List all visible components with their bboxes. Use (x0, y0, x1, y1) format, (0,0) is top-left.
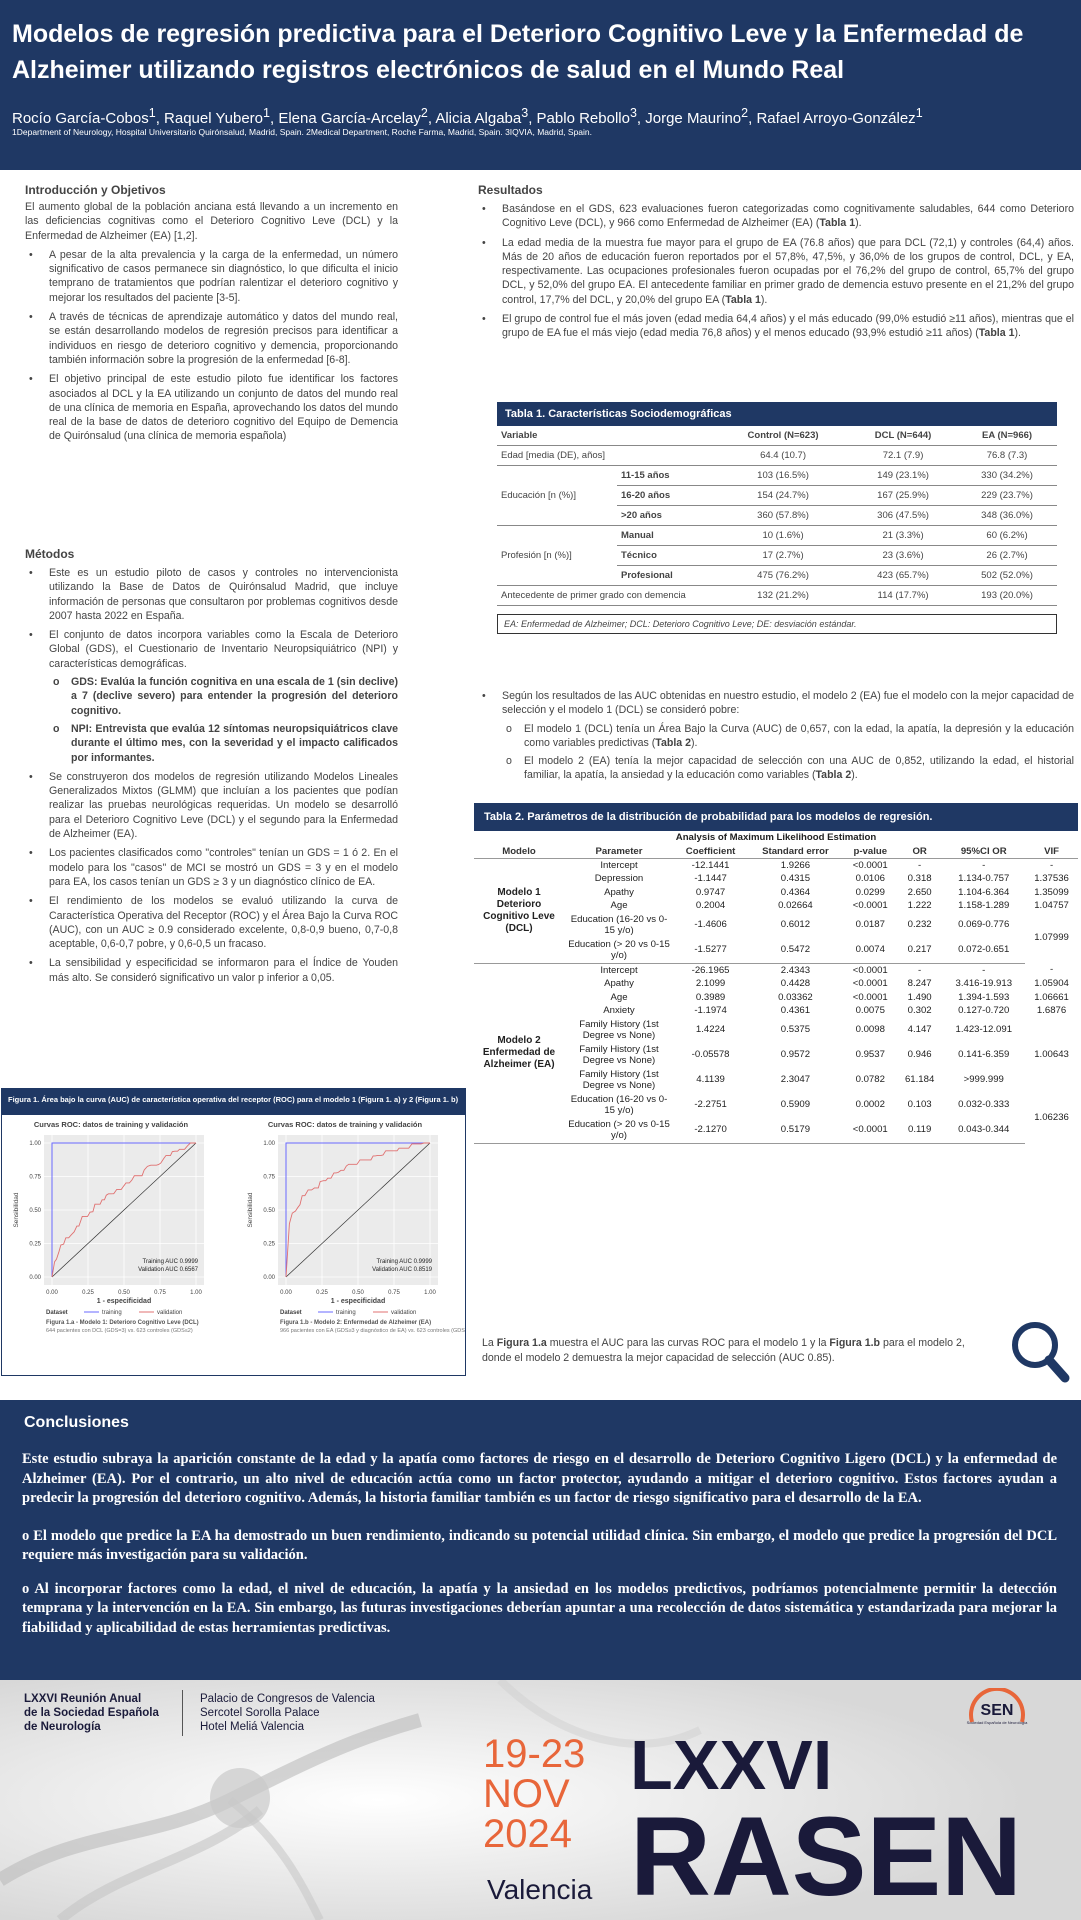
legend-validation: validation (391, 1310, 417, 1316)
methods-heading: Métodos (25, 547, 75, 561)
intro-paragraph: El aumento global de la población anciana está llevando a un incremento en las deficiencias cognitivas como el Deterioro Cognitivo Leve (DCL) y la Enfermedad de Alzheimer (EA) [1,2]. (25, 201, 398, 242)
table-row: >20 años 360 (57.8%) 306 (47.5%) 348 (36.0%) (497, 506, 1057, 526)
results-sub-bullet: o El modelo 2 (EA) tenía la mejor capacidad de selección con una AUC de 0,852, utilizando la edad, el historial familiar, la apatía, la ansiedad y la educación como variables (Tabla 2). (502, 754, 1074, 783)
methods-bullet: • Este es un estudio piloto de casos y controles no intervencionista utilizando la Base de Datos de Quirónsalud Madrid, que incluye información de personas que consultaron por problemas cognitivos desde 2007 hasta 2022 en España. (25, 566, 398, 623)
author-list: Rocío García-Cobos$^1$, Raquel Yubero$^1$, Elena García-Arcelay$^2$, Alicia Algaba$^3$, Pablo Rebollo$^3$, Jorge Maurino$^2$, Rafael Arroyo-González$^1$ (12, 106, 923, 127)
table-1-title: Tabla 1. Características Sociodemográficas (497, 402, 1057, 426)
training-auc-label: Training AUC 0.9999 (142, 1259, 198, 1265)
table-row: Education (16-20 vs 0-15 y/o) -1.4606 0.6012 0.0187 0.232 0.069-0.776 1.07999 (570, 913, 1069, 943)
tick-label: 0.75 (388, 1290, 400, 1296)
poster-title: Modelos de regresión predictiva para el Deterioro Cognitivo Leve y la Enfermedad de Alzheimer utilizando registros electrónicos de salud en el Mundo Real (12, 20, 1024, 84)
results-bullet: • La edad media de la muestra fue mayor para el grupo de EA (76.8 años) que para DCL (72,1) y controles (64,4) años. Más de 20 años de educación fueron reportados por el 57,8%, 47,5%, y 36,0% de los grupos de control, DCL, y EA, respectivamente. Las ocupaciones profesionales fueron ocupadas por el 76,2% del grupo de control, 65,7% del grupo DCL, y 52,0% del grupo EA. El antecedente familiar en primer grado de demencia estuvo presente en el 21,2% del grupo control, 17,7% del DCL, y 20,0% del grupo EA (Tabla 1). (478, 236, 1074, 307)
legend-title: Dataset (46, 1310, 68, 1316)
methods-bullet: • El conjunto de datos incorpora variables como la Escala de Deterioro Global (GDS), el Cuestionario de Inventario Neuropsiquiátrico (NPI) y características demográficas. o GDS: Evalúa la función cognitiva en una escala de 1 (sin declive) a 7 (declive severo) para entender la progresión del deterioro cognitivo. o NPI: Entrevista que evalúa 12 síntomas neuropsiquiátricos clave durante el último mes, con la severidad y el impacto calificados por informantes. (25, 628, 398, 765)
chart-title: Curvas ROC: datos de training y validación (33, 1120, 189, 1129)
table-row: Family History (1st Degree vs None) 4.1139 2.3047 0.0782 61.184 >999.999 (579, 1068, 1004, 1091)
conclusions-heading: Conclusiones (24, 1414, 129, 1431)
methods-bullet: • La sensibilidad y especificidad se informaron para el Índice de Youden más alto. Se consideró significativo un valor p inferior a 0,05. (25, 956, 398, 985)
table-row: Family History (1st Degree vs None) 1.4224 0.5375 0.0098 4.147 1.423-12.091 1.00643 (579, 1018, 1069, 1061)
table-2-title: Tabla 2. Parámetros de la distribución de probabilidad para los modelos de regresión. (474, 803, 1078, 831)
table-row: Edad [media (DE), años] 64.4 (10.7) 72.1 (7.9) 76.8 (7.3) (497, 446, 1057, 466)
tick-label: 0.00 (29, 1275, 41, 1281)
tick-label: 0.00 (280, 1290, 292, 1296)
results-sub-bullet: o El modelo 1 (DCL) tenía un Área Bajo la Curva (AUC) de 0,657, con la edad, la apatía, la depresión y la educación como variables predictivas (Tabla 2). (502, 722, 1074, 751)
auc-results (478, 684, 1074, 783)
methods-sub-bullet: o NPI: Entrevista que evalúa 12 síntomas neuropsiquiátricos clave durante el último mes, con la severidad y el impacto calificados por informantes. (49, 722, 398, 765)
table-row: Educación [n (%)] 11-15 años 103 (16.5%) 149 (23.1%) 330 (34.2%) (497, 466, 1057, 486)
table-1-note: EA: Enfermedad de Alzheimer; DCL: Deterioro Cognitivo Leve; DE: desviación estándar. (497, 614, 1057, 634)
table-row: Técnico 17 (2.7%) 23 (3.6%) 26 (2.7%) (497, 546, 1057, 566)
tick-label: 0.25 (82, 1290, 94, 1296)
tick-label: 1.00 (29, 1141, 41, 1147)
tick-label: 0.50 (263, 1208, 275, 1214)
event-city: Valencia (487, 1874, 593, 1905)
table-row: Modelo 2 Enfermedad de Alzheimer (EA) Intercept -26.1965 2.4343 <0.0001 - - - (474, 963, 1078, 977)
conclusions-paragraph: o Al incorporar factores como la edad, el nivel de educación, la apatía y la ansiedad en los modelos predictivos, podríamos potencialmente permitir la detección temprana y la intervención en la EA. Sin embargo, las futuras investigaciones deberían apuntar a una recolección de datos sistemática y estandarizada para mejorar la fiabilidad y aplicabilidad de estas herramientas predictivas. (22, 1580, 1057, 1636)
poster-header (0, 0, 1081, 170)
tick-label: 0.50 (352, 1290, 364, 1296)
tick-label: 1.00 (424, 1290, 436, 1296)
table-row: Depression -1.1447 0.4315 0.0106 0.318 1.134-0.757 1.37536 (594, 873, 1069, 884)
training-auc-label: Training AUC 0.9999 (376, 1259, 432, 1265)
table-row: Modelo 1 Deterioro Cognitivo Leve (DCL) Intercept -12.1441 1.9266 <0.0001 - - - (474, 858, 1078, 872)
y-axis-label: Sensibilidad (247, 1192, 254, 1228)
tick-label: 0.25 (316, 1290, 328, 1296)
search-icon (985, 1300, 1081, 1410)
org-name: LXXVI Reunión Anual de la Sociedad Española de Neurología (24, 1693, 159, 1733)
results-heading: Resultados (478, 183, 543, 197)
tick-label: 0.50 (118, 1290, 130, 1296)
intro-bullet: • El objetivo principal de este estudio piloto fue identificar los factores asociados al DCL y la EA utilizando un conjunto de datos del mundo real de una clínica de memoria en España, aprovechando los datos del mundo real de la base de datos de deterioro cognitivo del Equipo de Demencia de Quirónsalud (una clínica de memoria española) (25, 372, 398, 443)
figure-caption: La Figura 1.a muestra el AUC para las curvas ROC para el modelo 1 y la Figura 1.b para el modelo 2, donde el modelo 2 demuestra la mejor capacidad de selección (AUC 0.85). (482, 1337, 965, 1364)
event-name: RASEN (630, 1794, 1023, 1919)
roc-charts (2, 1115, 465, 1375)
figure-subcaption: Figura 1.a - Modelo 1: Deterioro Cognitivo Leve (DCL) (46, 1320, 199, 1326)
intro-section (25, 183, 398, 444)
tick-label: 0.25 (29, 1241, 41, 1248)
model-label: Modelo 2 Enfermedad de Alzheimer (EA) (474, 963, 564, 1143)
methods-bullet: • El rendimiento de los modelos se evaluó utilizando la curva de Característica Operativa del Receptor (ROC) y el Área Bajo la Curva ROC (AUC), con un AUC ≥ 0.9 considerado excelente, 0,8-0,9 bueno, 0,7-0,8 aceptable, 0,6-0,7 pobre, y 0,6-0,5 un fracaso. (25, 894, 398, 951)
table-row: Age 0.2004 0.02664 <0.0001 1.222 1.158-1.289 1.04757 (610, 900, 1069, 911)
tick-label: 0.75 (154, 1290, 166, 1296)
sen-logo: SEN Sociedad Española de Neurología (966, 1688, 1028, 1738)
legend-title: Dataset (280, 1310, 302, 1316)
tick-label: 0.75 (29, 1174, 41, 1181)
table-row: Apathy 2.1099 0.4428 <0.0001 8.247 3.416-19.913 1.05904 (604, 978, 1069, 989)
figure-title: Figura 1. Área bajo la curva (AUC) de característica operativa del receptor (ROC) para el modelo 1 (Figura 1. a) y 2 (Figura 1. b) (2, 1089, 465, 1115)
validation-auc-label: Validation AUC 0.6567 (138, 1267, 198, 1273)
table-row: Anxiety -1.1974 0.4361 0.0075 0.302 0.127-0.720 1.6876 (603, 1005, 1067, 1016)
table-1: Tabla 1. Características Sociodemográficas Variable Control (N=623) DCL (N=644) EA (N=966) Edad [media (DE), años] 64.4 (10.7) 72.1 (7.9) 76.8 (7.3) Educación [n (%)] 11-15 años 103 (16.5%) 149 (23.1%) 330 (34.2%) 16-20 años 154 (24.7%) 167 (25.9%) 229 (23.7%) >20 años 360 (57.8%) 306 (47.5%) 348 (36.0%) Profesión [n (%)] Manual 10 (1.6%) 21 (3.3%) 60 (6.2%) Técnico 17 (2.7%) 23 (3.6%) 26 (2.7%) Profesional 475 (76.2%) 423 (65.7%) 502 (52.0%) Antecedente de primer grado con demencia 132 (21.2%) 114 (17.7%) 193 (20.0%) EA: Enfermedad de Alzheimer; DCL: Deterioro Cognitivo Leve; DE: desviación estándar. (497, 402, 1057, 634)
table-row: Antecedente de primer grado con demencia 132 (21.2%) 114 (17.7%) 193 (20.0%) (497, 586, 1057, 606)
table-row: Profesión [n (%)] Manual 10 (1.6%) 21 (3.3%) 60 (6.2%) (497, 526, 1057, 546)
legend-training: training (336, 1310, 356, 1316)
table-row: Family History (1st Degree vs None) -0.05578 0.9572 0.9537 0.946 0.141-6.359 (579, 1043, 1010, 1066)
conclusions-paragraph: Este estudio subraya la aparición constante de la edad y la apatía como factores de riesgo en el desarrollo de Deterioro Cognitivo Ligero (DCL) y la enfermedad de Alzheimer (EA). Por el contrario, un alto nivel de educación actúa como un factor protector, ayudando a mitigar el deterioro cognitivo. Estos factores ayudan a predecir la progresión del deterioro cognitivo. Además, la historia familiar también es un factor de riesgo significativo para el desarrollo de la EA. (22, 1451, 1057, 1506)
x-axis-label: 1 - especificidad (330, 1298, 386, 1305)
methods-bullet: • Se construyeron dos modelos de regresión utilizando Modelos Lineales Generalizados Mixtos (GLMM) que incluían a los pacientes que podían realizar las pruebas neurológicas requeridas. Un modelo se desarrolló para el Deterioro Cognitivo Leve (DCL) y el segundo para la Enfermedad de Alzheimer (EA). (25, 770, 398, 841)
model-label: Modelo 1 Deterioro Cognitivo Leve (DCL) (474, 858, 564, 963)
table-row: 16-20 años 154 (24.7%) 167 (25.9%) 229 (23.7%) (497, 486, 1057, 506)
x-axis-label: 1 - especificidad (96, 1298, 152, 1305)
tick-label: 0.25 (263, 1241, 275, 1248)
affiliations: 1Department of Neurology, Hospital Universitario Quirónsalud, Madrid, Spain. 2Medical Department, Roche Farma, Madrid, Spain. 3IQVIA, Madrid, Spain. (12, 127, 592, 137)
tick-label: 1.00 (263, 1141, 275, 1147)
table-row: Apathy 0.9747 0.4364 0.0299 2.650 1.104-6.364 1.35099 (604, 886, 1069, 898)
validation-auc-label: Validation AUC 0.8519 (372, 1267, 432, 1273)
table-2: Tabla 2. Parámetros de la distribución de probabilidad para los modelos de regresión. Analysis of Maximum Likelihood Estimation Modelo Parameter Coefficient Standard error p-value OR 95%CI OR VIF Modelo 1 Deterioro Cognitivo Leve (DCL) Intercept -12.1441 1.9266 <0.0001 - - - Depression -1.1447 0.4315 0.0106 0.318 1.134-0.757 1.37536 Apathy 0.9747 0.4364 0.0299 2.650 1.104-6.364 1.35099 Age 0.2004 0.02664 <0.0001 1.222 1.158-1.289 1.04757 Education (16-20 vs 0-15 y/o) -1.4606 0.6012 0.0187 0.232 0.069-0.776 1.07999 Education (> 20 vs 0-15 y/o) -1.5277 0.5472 0.0074 0.217 0.072-0.651 Modelo 2 Enfermedad de Alzheimer (EA) Intercept -26.1965 2.4343 <0.0001 - - - Apathy 2.1099 0.4428 <0.0001 8.247 3.416-19.913 1.05904 Age 0.3989 0.03362 <0.0001 1.490 1.394-1.593 1.06661 Anxiety -1.1974 0.4361 0.0075 0.302 0.127-0.720 1.6876 Family History (1st Degree vs None) 1.4224 0.5375 0.0098 4.147 1.423-12.091 1.00643 Family History (1st Degree vs None) -0.05578 0.9572 0.9537 0.946 0.141-6.359 Family History (1st Degree vs None) 4.1139 2.3047 0.0782 61.184 >999.999 Education (16-20 vs 0-15 y/o) -2.2751 0.5909 0.0002 0.103 0.032-0.333 1.06236 Education (> 20 vs 0-15 y/o) -2.1270 0.5179 <0.0001 0.119 0.043-0.344 (474, 803, 1078, 1144)
intro-heading: Introducción y Objetivos (25, 183, 166, 197)
table-row: Education (> 20 vs 0-15 y/o) -1.5277 0.5472 0.0074 0.217 0.072-0.651 (474, 938, 1078, 964)
table-row: Age 0.3989 0.03362 <0.0001 1.490 1.394-1.593 1.06661 (610, 991, 1069, 1003)
conference-footer (0, 1680, 1081, 1920)
results-section (478, 183, 1074, 341)
event-edition: LXXVI (630, 1726, 833, 1804)
figure-subcaption-detail: 644 pacientes con DCL (GDS=3) vs. 623 controles (GDS≤2) (46, 1328, 193, 1334)
methods-section (25, 547, 398, 985)
legend-validation: validation (157, 1310, 183, 1316)
chart-title: Curvas ROC: datos de training y validación (267, 1120, 423, 1129)
conclusions-section (0, 1400, 1081, 1680)
table-row: Profesional 475 (76.2%) 423 (65.7%) 502 (52.0%) (497, 566, 1057, 586)
methods-sub-bullet: o GDS: Evalúa la función cognitiva en una escala de 1 (sin declive) a 7 (declive severo) para entender la progresión del deterioro cognitivo. (49, 675, 398, 718)
results-bullet: • Según los resultados de las AUC obtenidas en nuestro estudio, el modelo 2 (EA) fue el modelo con la mejor capacidad de selección y el modelo 1 (DCL) se consideró pobre: o El modelo 1 (DCL) tenía un Área Bajo la Curva (AUC) de 0,657, con la edad, la apatía, la depresión y la educación como variables predictivas (Tabla 2). o El modelo 2 (EA) tenía la mejor capacidad de selección con una AUC de 0,852, utilizando la edad, el historial familiar, la apatía, la ansiedad y la educación como variables (Tabla 2). (478, 689, 1074, 783)
event-dates: 19-23 NOV 2024 (483, 1732, 586, 1856)
tick-label: 0.00 (46, 1290, 58, 1296)
intro-bullet: • A través de técnicas de aprendizaje automático y datos del mundo real, se están desarrollando modelos de regresión precisos para identificar a individuos en riesgo de deterioro cognitivo y demencia, proporcionando también información sobre la progresión de la enfermedad [6-8]. (25, 310, 398, 367)
results-bullet: • Basándose en el GDS, 623 evaluaciones fueron categorizadas como cognitivamente saludables, 644 como Deterioro Cognitivo Leve (DCL), y 966 como Enfermedad de Alzheimer (EA) (Tabla 1). (478, 202, 1074, 231)
y-axis-label: Sensibilidad (13, 1192, 20, 1228)
tick-label: 0.50 (29, 1208, 41, 1214)
legend-training: training (102, 1310, 122, 1316)
tick-label: 0.00 (263, 1275, 275, 1281)
figure-subcaption-detail: 966 pacientes con EA (GDS≥3 y diagnóstico de EA) vs. 623 controles (GDS≤2) (280, 1328, 465, 1334)
roc-figure (1, 1088, 466, 1376)
venue-list: Palacio de Congresos de Valencia Sercotel Sorolla Palace Hotel Meliá Valencia (200, 1693, 375, 1733)
results-bullet: • El grupo de control fue el más joven (edad media 64,4 años) y el más educado (99,0% estudió ≥11 años), mientras que el grupo de EA fue el más viejo (edad media 76,8 años) y el menos educado (93,9% estudió ≥11 años) (Tabla 1). (478, 312, 1074, 341)
figure-subcaption: Figura 1.b - Modelo 2: Enfermedad de Alzheimer (EA) (280, 1320, 432, 1326)
tick-label: 0.75 (263, 1174, 275, 1181)
table-row: Education (> 20 vs 0-15 y/o) -2.1270 0.5179 <0.0001 0.119 0.043-0.344 (474, 1118, 1078, 1144)
divider (182, 1690, 183, 1736)
tick-label: 1.00 (190, 1290, 202, 1296)
conclusions-paragraph: o El modelo que predice la EA ha demostrado un buen rendimiento, indicando su potencial utilidad clínica. Sin embargo, el modelo que predice la progresión del DCL requiere más investigación para su validación. (22, 1527, 1057, 1563)
table-row: Education (16-20 vs 0-15 y/o) -2.2751 0.5909 0.0002 0.103 0.032-0.333 1.06236 (570, 1093, 1069, 1123)
methods-bullet: • Los pacientes clasificados como "controles" tenían un GDS = 1 ó 2. En el modelo para los "casos" de MCI se mostró un GDS = 3 y en el modelo para EA, los casos tenían un GDS ≥ 3 y un diagnóstico clínico de EA. (25, 846, 398, 889)
intro-bullet: • A pesar de la alta prevalencia y la carga de la enfermedad, un número significativo de casos permanece sin diagnóstico, lo que dificulta el inicio temprano de tratamientos que podrían ralentizar el deterioro cognitivo y mejorar los resultados del paciente [3-5]. (25, 248, 398, 305)
